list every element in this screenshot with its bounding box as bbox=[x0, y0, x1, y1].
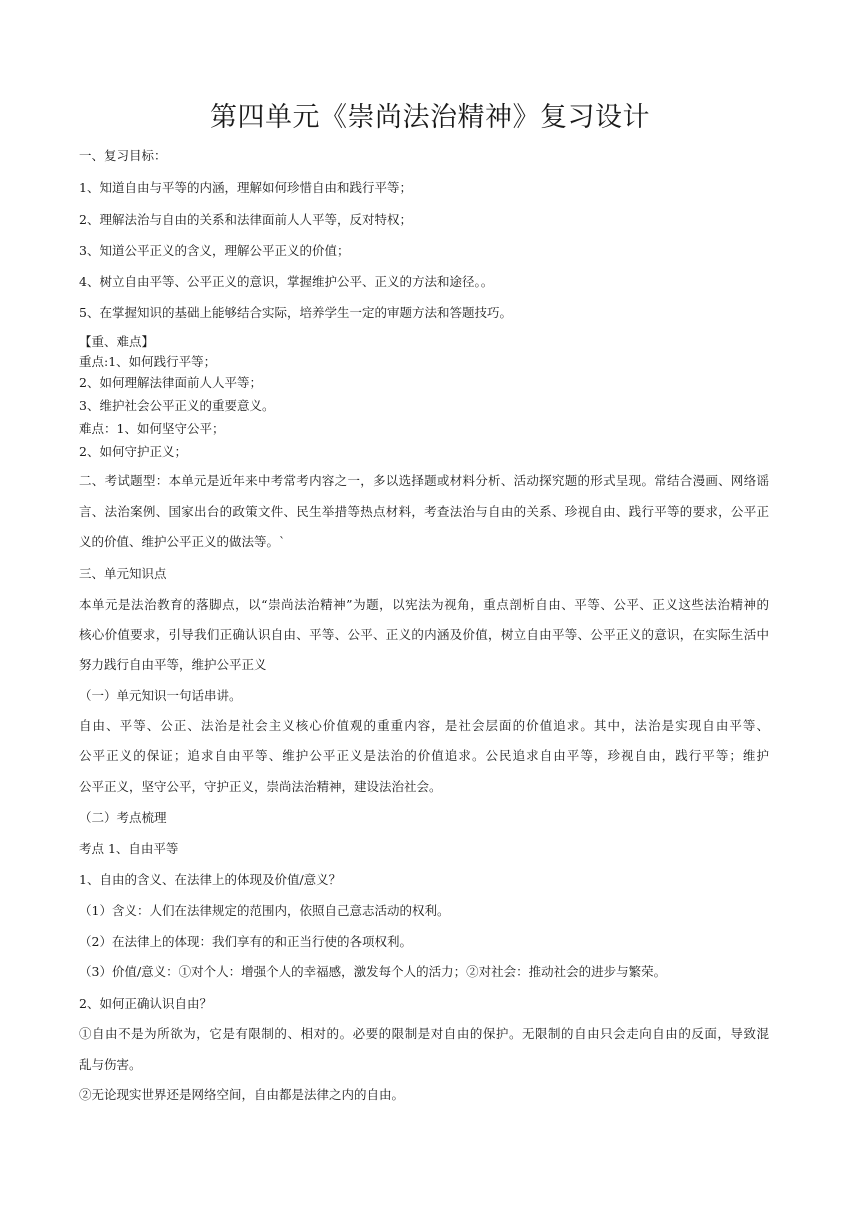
text-line: （3）价值/意义：①对个人：增强个人的幸福感，激发每个人的活力；②对社会：推动社会的进步与繁荣。 bbox=[79, 964, 667, 979]
text-line: ①自由不是为所欲为，它是有限制的、相对的。必要的限制是对自由的保护。无限制的自由只会走向自由的反面，导致混 bbox=[79, 1026, 769, 1041]
text-line: 2、如何守护正义； bbox=[79, 444, 187, 459]
text-line: 2、理解法治与自由的关系和法律面前人人平等，反对特权； bbox=[79, 212, 412, 227]
text-line: 难点：1、如何坚守公平； bbox=[79, 421, 225, 436]
text-line: 2、如何理解法律面前人人平等； bbox=[79, 375, 262, 390]
document-title: 第四单元《崇尚法治精神》复习设计 bbox=[210, 102, 650, 133]
text-line: （2）在法律上的体现：我们享有的和正当行使的各项权利。 bbox=[79, 934, 412, 949]
text-line: 乱与伤害。 bbox=[79, 1057, 142, 1072]
text-line: 本单元是法治教育的落脚点，以“崇尚法治精神”为题，以宪法为视角，重点剖析自由、平等、公平、正义这些法治精神的 bbox=[79, 597, 769, 612]
text-line: 2、如何正确认识自由？ bbox=[79, 996, 212, 1011]
text-line: 考点 1、自由平等 bbox=[79, 841, 179, 856]
text-line: 公平正义的保证；追求自由平等、维护公平正义是法治的价值追求。公民追求自由平等，珍视自由，践行平等；维护 bbox=[79, 748, 769, 763]
text-line: 4、树立自由平等、公平正义的意识，掌握维护公平、正义的方法和途径。。 bbox=[79, 274, 494, 289]
text-line: （1）含义：人们在法律规定的范围内，依照自己意志活动的权利。 bbox=[79, 903, 450, 918]
text-line: 公平正义，坚守公平，守护正义，崇尚法治精神，建设法治社会。 bbox=[79, 779, 442, 794]
text-line: （二）考点梳理 bbox=[79, 810, 167, 825]
text-line: 言、法治案例、国家出台的政策文件、民生举措等热点材料，考查法治与自由的关系、珍视自由、践行平等的要求，公平正 bbox=[79, 504, 769, 519]
text-line: 3、维护社会公平正义的重要意义。 bbox=[79, 398, 275, 413]
text-line: 1、知道自由与平等的内涵，理解如何珍惜自由和践行平等； bbox=[79, 180, 412, 195]
text-line: 一、复习目标： bbox=[79, 148, 167, 163]
text-line: 1、自由的含义、在法律上的体现及价值/意义？ bbox=[79, 872, 342, 887]
text-line: 三、单元知识点 bbox=[79, 566, 167, 581]
text-line: 重点:1、如何践行平等； bbox=[79, 354, 217, 369]
text-line: 努力践行自由平等，维护公平正义 bbox=[79, 657, 267, 672]
text-line: 自由、平等、公正、法治是社会主义核心价值观的重重内容，是社会层面的价值追求。其中，法治是实现自由平等、 bbox=[79, 718, 769, 733]
text-line: 核心价值要求，引导我们正确认识自由、平等、公平、正义的内涵及价值，树立自由平等、公平正义的意识，在实际生活中 bbox=[79, 627, 769, 642]
text-line: 【重、难点】 bbox=[79, 334, 155, 349]
text-line: ②无论现实世界还是网络空间，自由都是法律之内的自由。 bbox=[79, 1087, 405, 1102]
text-line: 5、在掌握知识的基础上能够结合实际，培养学生一定的审题方法和答题技巧。 bbox=[79, 305, 512, 320]
text-line: （一）单元知识一句话串讲。 bbox=[79, 688, 242, 703]
text-line: 二、考试题型：本单元是近年来中考常考内容之一，多以选择题或材料分析、活动探究题的形式呈现。常结合漫画、网络谣 bbox=[79, 473, 769, 488]
text-line: 义的价值、维护公平正义的做法等。` bbox=[79, 534, 286, 549]
text-line: 3、知道公平正义的含义，理解公平正义的价值； bbox=[79, 243, 350, 258]
